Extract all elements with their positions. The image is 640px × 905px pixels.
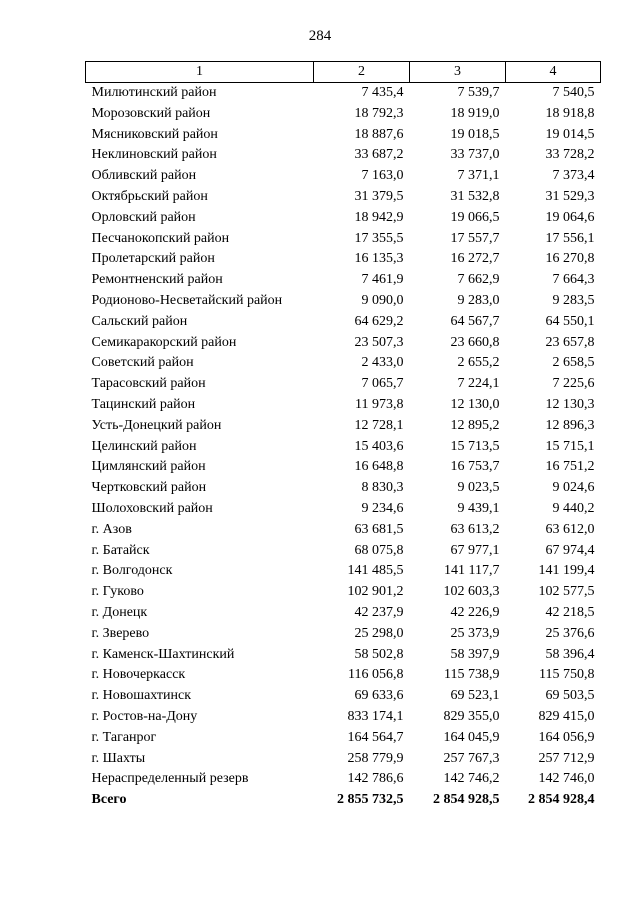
table-row	[86, 541, 601, 562]
value-col-2: 9 234,6	[361, 500, 404, 516]
value-col-3: 31 532,8	[450, 188, 500, 204]
table-row	[86, 270, 601, 291]
table-row	[86, 686, 601, 707]
value-col-2: 69 633,6	[354, 688, 404, 704]
value-col-3: 9 023,5	[457, 480, 500, 496]
value-col-3: 17 557,7	[450, 230, 500, 246]
value-col-2: 7 163,0	[361, 168, 404, 184]
row-name: г. Ростов-на-Дону	[91, 708, 198, 724]
value-col-2: 2 855 732,5	[337, 792, 404, 808]
value-col-2: 23 507,3	[354, 334, 404, 350]
table-row	[86, 624, 601, 645]
table-row	[86, 83, 601, 104]
table-row	[86, 478, 601, 499]
value-col-3: 12 895,2	[450, 417, 500, 433]
row-name: Семикаракорский район	[91, 334, 237, 350]
value-col-2: 31 379,5	[354, 188, 404, 204]
value-col-3: 7 662,9	[457, 272, 500, 288]
table-row	[86, 728, 601, 749]
row-name: г. Батайск	[91, 542, 150, 558]
table-row	[86, 229, 601, 250]
value-col-3: 257 767,3	[443, 750, 500, 766]
value-col-4: 69 503,5	[545, 688, 595, 704]
value-col-4: 16 270,8	[545, 251, 595, 267]
table-row	[86, 416, 601, 437]
value-col-4: 7 540,5	[552, 85, 595, 100]
value-col-4: 115 750,8	[539, 667, 595, 683]
row-name: Морозовский район	[91, 105, 211, 121]
value-col-2: 833 174,1	[347, 708, 404, 724]
value-col-2: 16 648,8	[354, 459, 404, 475]
value-col-3: 16 272,7	[450, 251, 500, 267]
value-col-3: 18 919,0	[450, 105, 500, 121]
value-col-4: 17 556,1	[545, 230, 595, 246]
table-row	[86, 665, 601, 686]
value-col-4: 63 612,0	[545, 521, 595, 537]
value-col-4: 9 024,6	[552, 480, 595, 496]
value-col-4: 7 373,4	[552, 168, 595, 184]
value-col-3: 64 567,7	[450, 313, 500, 329]
value-col-4: 257 712,9	[538, 750, 595, 766]
value-col-4: 67 974,4	[545, 542, 595, 558]
row-name: г. Зверево	[91, 625, 150, 641]
row-name: Целинский район	[91, 438, 197, 454]
value-col-2: 42 237,9	[354, 604, 404, 620]
column-header-3: 3	[410, 62, 506, 83]
value-col-2: 2 433,0	[361, 355, 404, 371]
value-col-2: 63 681,5	[354, 521, 404, 537]
value-col-3: 16 753,7	[450, 459, 500, 475]
table-row	[86, 333, 601, 354]
row-name: Октябрьский район	[91, 188, 208, 204]
value-col-2: 11 973,8	[355, 396, 404, 412]
row-name: г. Шахты	[91, 750, 146, 766]
value-col-2: 18 887,6	[354, 126, 404, 142]
table-row	[86, 582, 601, 603]
table-body	[86, 83, 601, 811]
row-name: Сальский район	[91, 313, 188, 329]
budget-table	[85, 61, 601, 811]
value-col-2: 58 502,8	[354, 646, 404, 662]
value-col-2: 164 564,7	[347, 729, 404, 745]
value-col-3: 142 746,2	[443, 771, 500, 787]
value-col-3: 7 371,1	[457, 168, 500, 184]
value-col-3: 42 226,9	[450, 604, 500, 620]
table-row	[86, 104, 601, 125]
value-col-3: 15 713,5	[450, 438, 500, 454]
value-col-4: 16 751,2	[545, 459, 595, 475]
table-row	[86, 249, 601, 270]
value-col-3: 7 224,1	[457, 376, 500, 392]
value-col-4: 12 130,3	[545, 396, 595, 412]
table-row	[86, 374, 601, 395]
value-col-2: 141 485,5	[347, 563, 404, 579]
value-col-3: 19 066,5	[450, 209, 500, 225]
row-name: Неклиновский район	[91, 147, 217, 163]
value-col-4: 829 415,0	[538, 708, 595, 724]
value-col-3: 67 977,1	[450, 542, 500, 558]
row-name: Шолоховский район	[91, 500, 213, 516]
value-col-2: 33 687,2	[354, 147, 404, 163]
value-col-4: 19 014,5	[545, 126, 595, 142]
value-col-4: 164 056,9	[538, 729, 595, 745]
table-row	[86, 457, 601, 478]
value-col-4: 9 440,2	[552, 500, 595, 516]
value-col-3: 829 355,0	[443, 708, 500, 724]
table-row	[86, 520, 601, 541]
value-col-4: 64 550,1	[545, 313, 595, 329]
page-number: 284	[308, 28, 332, 44]
value-col-3: 7 539,7	[457, 85, 500, 100]
value-col-4: 142 746,0	[538, 771, 595, 787]
value-col-3: 25 373,9	[450, 625, 500, 641]
value-col-4: 12 896,3	[545, 417, 595, 433]
value-col-4: 33 728,2	[545, 147, 595, 163]
value-col-3: 2 655,2	[457, 355, 500, 371]
table-row	[86, 769, 601, 790]
value-col-3: 19 018,5	[450, 126, 500, 142]
table-row	[86, 353, 601, 374]
table-row	[86, 187, 601, 208]
column-header-2: 2	[314, 62, 410, 83]
value-col-2: 102 901,2	[347, 584, 404, 600]
table-row	[86, 312, 601, 333]
row-name: Цимлянский район	[91, 459, 206, 475]
row-name: Тарасовский район	[91, 376, 206, 392]
table-row	[86, 437, 601, 458]
value-col-4: 19 064,6	[545, 209, 595, 225]
value-col-3: 58 397,9	[450, 646, 500, 662]
row-name: Всего	[91, 792, 127, 808]
row-name: Родионово-Несветайский район	[91, 292, 283, 308]
value-col-3: 12 130,0	[450, 396, 500, 412]
row-name: г. Гуково	[91, 584, 144, 600]
value-col-3: 115 738,9	[444, 667, 500, 683]
row-name: г. Новочеркасск	[91, 667, 186, 683]
row-name: г. Азов	[91, 521, 132, 537]
table-row	[86, 208, 601, 229]
row-name: г. Волгодонск	[91, 563, 173, 579]
value-col-3: 23 660,8	[450, 334, 500, 350]
value-col-2: 7 435,4	[361, 85, 404, 100]
value-col-3: 9 439,1	[457, 500, 500, 516]
row-name: Ремонтненский район	[91, 272, 223, 288]
value-col-2: 258 779,9	[347, 750, 404, 766]
value-col-2: 18 792,3	[354, 105, 404, 121]
value-col-2: 18 942,9	[354, 209, 404, 225]
value-col-2: 17 355,5	[354, 230, 404, 246]
total-row	[86, 790, 601, 811]
row-name: Мясниковский район	[91, 126, 218, 142]
value-col-2: 7 065,7	[361, 376, 404, 392]
row-name: г. Таганрог	[91, 729, 157, 745]
row-name: Советский район	[91, 355, 194, 371]
table-row	[86, 499, 601, 520]
value-col-2: 9 090,0	[361, 292, 404, 308]
value-col-2: 68 075,8	[354, 542, 404, 558]
value-col-2: 15 403,6	[354, 438, 404, 454]
value-col-4: 141 199,4	[538, 563, 595, 579]
table-row	[86, 749, 601, 770]
row-name: Усть-Донецкий район	[91, 417, 222, 433]
row-name: г. Новошахтинск	[91, 688, 192, 704]
value-col-2: 25 298,0	[354, 625, 404, 641]
value-col-2: 116 056,8	[348, 667, 404, 683]
table-row	[86, 707, 601, 728]
row-name: г. Донецк	[91, 604, 148, 620]
value-col-3: 33 737,0	[450, 147, 500, 163]
value-col-4: 25 376,6	[545, 625, 595, 641]
value-col-4: 58 396,4	[545, 646, 595, 662]
row-name: Тацинский район	[91, 396, 196, 412]
value-col-4: 31 529,3	[545, 188, 595, 204]
value-col-4: 15 715,1	[545, 438, 595, 454]
value-col-2: 8 830,3	[361, 480, 404, 496]
value-col-3: 63 613,2	[450, 521, 500, 537]
table-row	[86, 125, 601, 146]
row-name: Милютинский район	[91, 85, 217, 100]
row-name: Песчанокопский район	[91, 230, 230, 246]
row-name: Пролетарский район	[91, 251, 215, 267]
value-col-3: 9 283,0	[457, 292, 500, 308]
value-col-4: 42 218,5	[545, 604, 595, 620]
value-col-3: 102 603,3	[443, 584, 500, 600]
value-col-4: 9 283,5	[552, 292, 595, 308]
column-header-1: 1	[86, 62, 314, 83]
table-row	[86, 166, 601, 187]
table-row	[86, 395, 601, 416]
value-col-2: 16 135,3	[354, 251, 404, 267]
row-name: Нераспределенный резерв	[91, 771, 249, 787]
table-row	[86, 645, 601, 666]
value-col-4: 2 854 928,4	[528, 792, 595, 808]
value-col-4: 2 658,5	[552, 355, 595, 371]
table-row	[86, 291, 601, 312]
value-col-2: 142 786,6	[347, 771, 404, 787]
column-header-4: 4	[506, 62, 601, 83]
header-row	[86, 62, 601, 83]
value-col-2: 7 461,9	[361, 272, 404, 288]
value-col-3: 2 854 928,5	[433, 792, 500, 808]
table-row	[86, 561, 601, 582]
value-col-4: 102 577,5	[538, 584, 595, 600]
value-col-3: 69 523,1	[450, 688, 500, 704]
row-name: Чертковский район	[91, 480, 207, 496]
row-name: г. Каменск-Шахтинский	[91, 646, 235, 662]
row-name: Обливский район	[91, 168, 197, 184]
value-col-2: 12 728,1	[354, 417, 404, 433]
value-col-4: 23 657,8	[545, 334, 595, 350]
row-name: Орловский район	[91, 209, 196, 225]
value-col-4: 7 664,3	[552, 272, 595, 288]
value-col-3: 164 045,9	[443, 729, 500, 745]
table-row	[86, 145, 601, 166]
value-col-2: 64 629,2	[354, 313, 404, 329]
value-col-4: 18 918,8	[545, 105, 595, 121]
table-row	[86, 603, 601, 624]
value-col-3: 141 117,7	[444, 563, 500, 579]
value-col-4: 7 225,6	[552, 376, 595, 392]
